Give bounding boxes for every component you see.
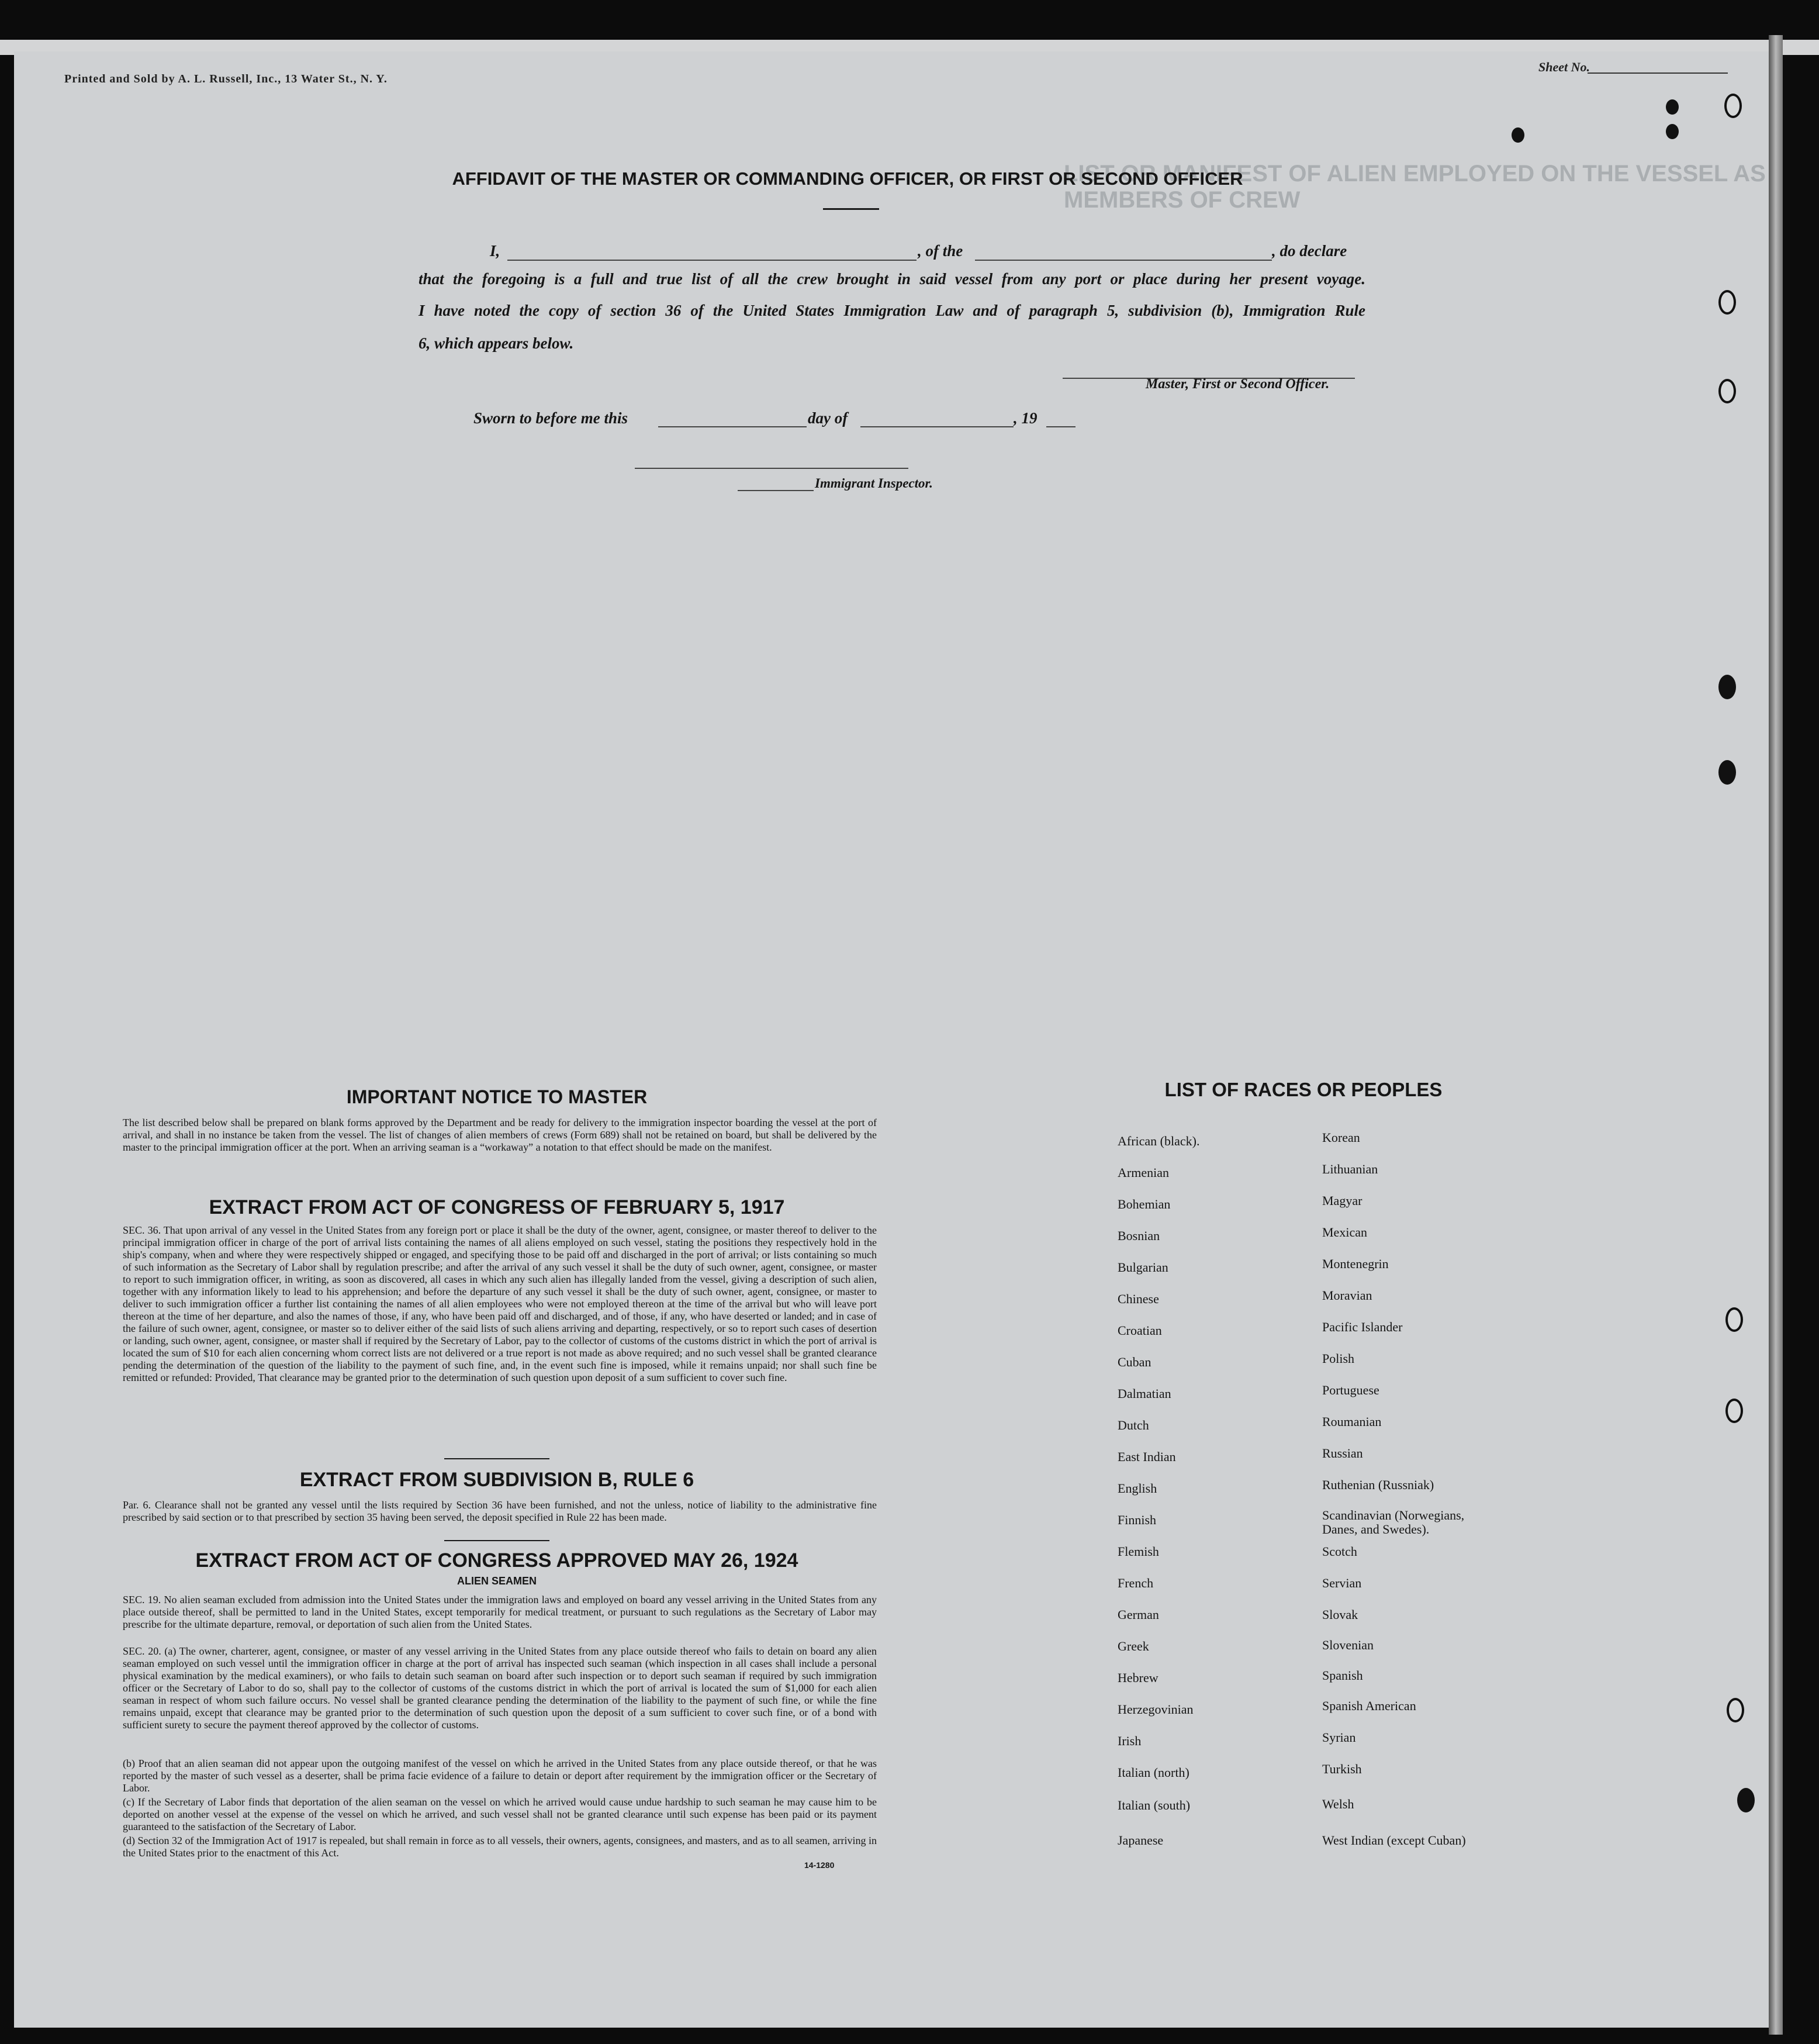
printer-imprint: Printed and Sold by A. L. Russell, Inc., 13 Water St., N. Y. [64,72,388,85]
name-blank [507,260,917,261]
race-item: Bulgarian [1118,1260,1168,1275]
binding-edge [1769,35,1783,2035]
affidavit-line-3: I have noted the copy of section 36 of the United States Immigration Law and of paragraph 5, subdivision (b), Immigration Rule [419,302,1365,319]
race-item: East Indian [1118,1449,1176,1464]
extract-1917-title: EXTRACT FROM ACT OF CONGRESS OF FEBRUARY 5, 1917 [209,1196,785,1218]
notice-text: The list described below shall be prepared on blank forms approved by the Department and be ready for delivery to the immigration inspector boarding the vessel at the port of arrival, and shall in no instance be taken from the vessel. The list of changes of alien members of crews (Form 689) shall not be retained on board, but shall be delivered by the master to the principal immigration officer at the port. When an arriving seaman is a “workaway” a notation to that effect should be made on the manifest. [123,1117,877,1153]
inspector-label: Immigrant Inspector. [815,476,933,491]
master-label: Master, First or Second Officer. [1146,377,1330,392]
race-item: Bosnian [1118,1228,1160,1243]
race-item: West Indian (except Cuban) [1322,1833,1466,1848]
affidavit-line-4: 6, which appears below. [419,334,574,352]
inspector-signature-line [635,468,908,469]
sec-19-text: SEC. 19. No alien seaman excluded from admission into the United States under the immigration laws and employed on board any vessel arriving in the United States from any place outside thereof, shall be permitted to land in the United States, except temporarily for medical treatment, or pursuant to such regulations as the Secretary of Labor may prescribe for the ultimate departure, removal, or deportation of such alien from the United States. [123,1594,877,1630]
affidavit-declare: , do declare [1272,242,1347,260]
sworn-day-blank [658,426,807,427]
race-item: Chinese [1118,1292,1159,1306]
sec-20d-text: (d) Section 32 of the Immigration Act of 1917 is repealed, but shall remain in force as to all vessels, their owners, agents, consignees, and masters, and as to all seamen, arriving in the United States prior to the enactment of this Act. [123,1835,877,1859]
extract-1924-title: EXTRACT FROM ACT OF CONGRESS APPROVED MAY 26, 1924 [195,1549,798,1572]
race-item: Servian [1322,1576,1362,1590]
race-item: French [1118,1576,1154,1590]
ink-blot [1512,127,1524,143]
ink-blot [1666,124,1679,139]
race-item: Italian (south) [1118,1798,1191,1812]
sworn-label: Sworn to before me this [473,409,628,427]
sworn-year-blank [1046,426,1076,427]
race-item: Japanese [1118,1833,1164,1848]
punch-hole [1727,1698,1744,1722]
bleed-through-text: LIST OR MANIFEST OF ALIEN EMPLOYED ON THE VESSEL AS MEMBERS OF CREW [1064,161,1766,213]
race-item: Flemish [1118,1544,1159,1559]
rule-6-text: Par. 6. Clearance shall not be granted any vessel until the lists required by Section 36 have been furnished, and not the unless, notice of liability to the administrative fine prescribed by said section or to that prescribed by section 35 having been served, the deposit specified in Rule 22 has been made. [123,1499,877,1523]
punch-hole [1718,379,1736,403]
race-item: Slovak [1322,1607,1358,1622]
race-item: Cuban [1118,1355,1151,1369]
notice-title: IMPORTANT NOTICE TO MASTER [346,1086,648,1107]
race-item: English [1118,1481,1157,1496]
race-item: Portuguese [1322,1383,1379,1397]
extract-1917-text: SEC. 36. That upon arrival of any vessel in the United States from any foreign port or place it shall be the duty of the owner, agent, consignee, or master thereof to deliver to the principal immigration officer in charge of the port of arrival lists containing the names of all aliens employed on such vessel, stating the positions they respectively hold in the ship's company, when and where they were respectively shipped or engaged, and specifying those to be paid off and discharged in the port of arrival; or lists containing so much of such information as the Secretary of Labor shall by regulation prescribe; and after the arrival of any such vessel it shall be the duty of such owner, agent, consignee, or master to report to such immigration officer, in writing, as soon as discovered, all cases in which any such alien has illegally landed from the vessel, giving a description of such alien, together with any information likely to lead to his apprehension; and before the departure of any such vessel it shall be the duty of such owner, agent, consignee, or master to deliver to such immigration officer a further list containing the names of all alien employees who were not employed thereon at the time of the arrival but who will leave port thereon at the time of her departure, and also the names of those, if any, who have been paid off and discharged, and of those, if any, who have deserted or landed; and in case of the failure of such owner, agent, consignee, or master so to deliver either of the said lists of such aliens arriving and departing, respectively, or so to report such cases of desertion or landing, such owner, agent, consignee, or master shall if required by the Secretary of Labor, pay to the collector of customs of the customs district in which the port of arrival is located the sum of $10 for each alien concerning whom correct lists are not delivered or a true report is not made as above required; and no such vessel shall be granted clearance pending the determination of the question of the liability to the payment of such fine, and, in the event such fine is imposed, while it remains unpaid; nor shall such fine be remitted or refunded: Provided, That clearance may be granted prior to the determination of such question upon deposit of a sum sufficient to cover such fine. [123,1224,877,1383]
race-item: Irish [1118,1734,1142,1748]
race-item: Dutch [1118,1418,1149,1432]
sheet-number-blank [1588,72,1728,74]
year-label: , 19 [1014,409,1038,427]
punch-hole [1718,760,1736,785]
race-item: Magyar [1322,1193,1362,1208]
race-item: Spanish [1322,1668,1363,1683]
vessel-blank [975,260,1272,261]
race-item: Herzegovinian [1118,1702,1194,1717]
affidavit-of-the: , of the [918,242,963,260]
race-item: Spanish American [1322,1698,1416,1713]
race-item: Ruthenian (Russniak) [1322,1477,1434,1492]
document-page [14,51,1769,2028]
race-item: Polish [1322,1351,1355,1366]
races-title: LIST OF RACES OR PEOPLES [1164,1079,1443,1100]
ink-blot [1666,99,1679,115]
section-rule [444,1458,549,1459]
race-item: Slovenian [1322,1638,1374,1652]
sec-20a-text: SEC. 20. (a) The owner, charterer, agent, consignee, or master of any vessel arriving in the United States from any place outside thereof who fails to detain on board any alien seaman employed on such vessel until the immigration officer in charge at the port of arrival has inspected such seaman (which inspection in all cases shall include a personal physical examination by the medical examiners), or who fails to detain such seaman on board after such inspection or to deport such seaman if required by such immigration officer or the Secretary of Labor to do so, shall pay to the collector of customs of the customs district in which the port of arrival is located the sum of $1,000 for each alien seaman in respect of whom such failure occurs. No vessel shall be granted clearance pending the determination of the liability to the payment of such fine, or while the fine remains unpaid, except that clearance may be granted prior to the determination of such question upon the deposit of a sum sufficient to cover such fine, or of a bond with sufficient surety to secure the payment thereof approved by the collector of customs. [123,1645,877,1731]
punch-hole [1718,290,1736,315]
rule-6-title: EXTRACT FROM SUBDIVISION B, RULE 6 [299,1469,694,1491]
race-item: Lithuanian [1322,1162,1378,1176]
race-item: Scotch [1322,1544,1357,1559]
race-item: Mexican [1322,1225,1367,1239]
race-item: Italian (north) [1118,1765,1189,1780]
race-item: Montenegrin [1322,1256,1389,1271]
form-number: 14-1280 [804,1860,835,1870]
race-item: Moravian [1322,1288,1372,1303]
punch-hole [1718,675,1736,699]
day-of-label: day of [808,409,848,427]
race-item: Croatian [1118,1323,1162,1338]
punch-hole [1724,94,1742,118]
section-rule [444,1540,549,1541]
punch-hole [1725,1307,1743,1332]
race-item: Welsh [1322,1797,1354,1811]
sec-20c-text: (c) If the Secretary of Labor finds that deportation of the alien seaman on the vessel on which he arrived would cause undue hardship to such seaman he may cause him to be deported on another vessel at the expense of the vessel on which he arrived, and such vessel shall not be granted clearance until such expense has been paid or its payment guaranteed to the satisfaction of the Secretary of Labor. [123,1796,877,1832]
race-item: Pacific Islander [1322,1320,1403,1334]
sec-20b-text: (b) Proof that an alien seaman did not appear upon the outgoing manifest of the vessel on which he arrived in the United States from any place outside thereof, or that he was reported by the master of such vessel as a deserter, shall be prima facie evidence of a failure to detain or deport after requirement by the immigration officer or the Secretary of Labor. [123,1758,877,1794]
punch-hole [1725,1399,1743,1423]
sheet-number-label: Sheet No. [1538,60,1590,74]
race-item: German [1118,1607,1159,1622]
race-item: Korean [1322,1130,1360,1145]
title-rule [823,208,879,210]
race-item: Armenian [1118,1165,1169,1180]
race-item: Finnish [1118,1513,1157,1527]
inspector-short-line [738,490,814,491]
affidavit-line-2: that the foregoing is a full and true list of all the crew brought in said vessel from any port or place during her present voyage. [419,270,1365,288]
race-item: African (black). [1118,1134,1200,1148]
race-item: Roumanian [1322,1414,1382,1429]
race-item: Syrian [1322,1730,1356,1745]
race-item: Russian [1322,1446,1363,1461]
affidavit-i: I, [490,242,500,260]
race-item: Bohemian [1118,1197,1171,1211]
sworn-month-blank [860,426,1014,427]
race-item: Scandinavian (Norwegians, Danes, and Swedes). [1322,1508,1465,1537]
race-item: Greek [1118,1639,1149,1653]
race-item: Turkish [1322,1762,1362,1776]
race-item: Dalmatian [1118,1386,1171,1401]
race-item: Hebrew [1118,1670,1159,1685]
affidavit-title: AFFIDAVIT OF THE MASTER OR COMMANDING OFFICER, OR FIRST OR SECOND OFFICER [452,168,1243,189]
alien-seamen-subtitle: ALIEN SEAMEN [457,1575,537,1587]
punch-hole [1737,1788,1755,1812]
